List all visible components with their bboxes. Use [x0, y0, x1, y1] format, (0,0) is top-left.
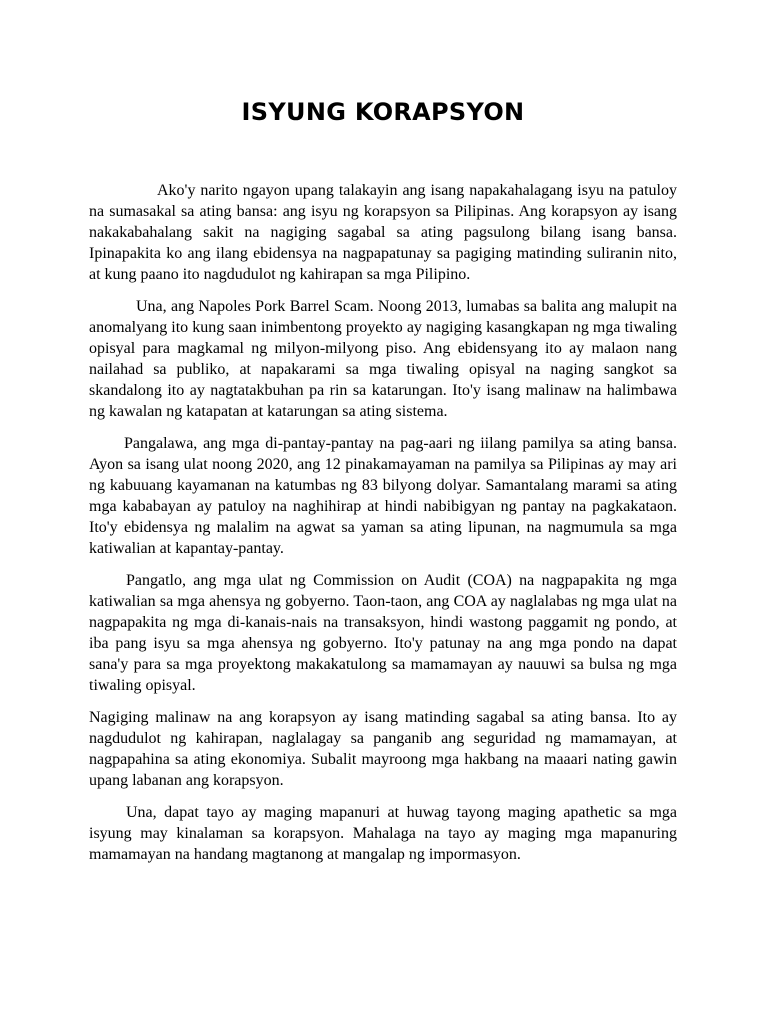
document-body	[89, 180, 677, 876]
paragraph-coa-reports: Pangatlo, ang mga ulat ng Commission on Audit (COA) na nagpapakita ng mga katiwalian sa mga ahensya ng gobyerno. Taon-taon, ang COA ay naglalabas ng mga ulat na nagpapakita ng mga di-kanais-nais na transaksyon, hindi wastong paggamit ng pondo, at iba pang isyu sa mga ahensya ng gobyerno. Ito'y patunay na ang mga pondo na dapat sana'y para sa mga proyektong makakatulong sa mamamayan ay nauuwi sa bulsa ng mga tiwaling opisyal.	[89, 572, 677, 694]
paragraph-conclusion: Nagiging malinaw na ang korapsyon ay isang matinding sagabal sa ating bansa. Ito ay nagdudulot ng kahirapan, naglalagay sa panganib ang seguridad ng mamamayan, at nagpapahina sa ating ekonomiya. Subalit mayroong mga hakbang na maaari nating gawin upang labanan ang korapsyon.	[89, 709, 677, 789]
paragraph-first-step: Una, dapat tayo ay maging mapanuri at huwag tayong maging apathetic sa mga isyung may kinalaman sa korapsyon. Mahalaga na tayo ay maging mga mapanuring mamamayan na handang magtanong at mangalap ng impormasyon.	[89, 804, 677, 863]
paragraph-introduction: Ako'y narito ngayon upang talakayin ang isang napakahalagang isyu na patuloy na sumasakal sa ating bansa: ang isyu ng korapsyon sa Pilipinas. Ang korapsyon ay isang nakakabahalang sakit na nagiging sagabal sa ating pagsulong bilang isang bansa. Ipinapakita ko ang ilang ebidensya na nagpapatunay sa pagiging matinding suliranin nito, at kung paano ito nagdudulot ng kahirapan sa mga Pilipino.	[89, 182, 677, 283]
document-title: ISYUNG KORAPSYON	[241, 98, 525, 126]
paragraph-wealth-inequality: Pangalawa, ang mga di-pantay-pantay na pag-aari ng iilang pamilya sa ating bansa. Ayon sa isang ulat noong 2020, ang 12 pinakamayaman na pamilya sa Pilipinas ay may ari ng kabuuang kayamanan na katumbas ng 83 bilyong dolyar. Samantalang marami sa ating mga kababayan ay patuloy na naghihirap at hindi nabibigyan ng pantay na pagkakataon. Ito'y ebidensya ng malalim na agwat sa yaman sa ating lipunan, na nagmumula sa mga katiwalian at kapantay-pantay.	[89, 435, 677, 557]
paragraph-pork-barrel-scam: Una, ang Napoles Pork Barrel Scam. Noong 2013, lumabas sa balita ang malupit na anomalyang ito kung saan inimbentong proyekto ay nagiging kasangkapan ng mga tiwaling opisyal para magkamal ng milyon-milyong piso. Ang ebidensyang ito ay malaon nang nailahad sa publiko, at napakarami sa mga tiwaling opisyal na naging sangkot sa skandalong ito ay nagtatakbuhan pa rin sa katarungan. Ito'y isang malinaw na halimbawa ng kawalan ng katapatan at katarungan sa ating sistema.	[89, 298, 677, 420]
